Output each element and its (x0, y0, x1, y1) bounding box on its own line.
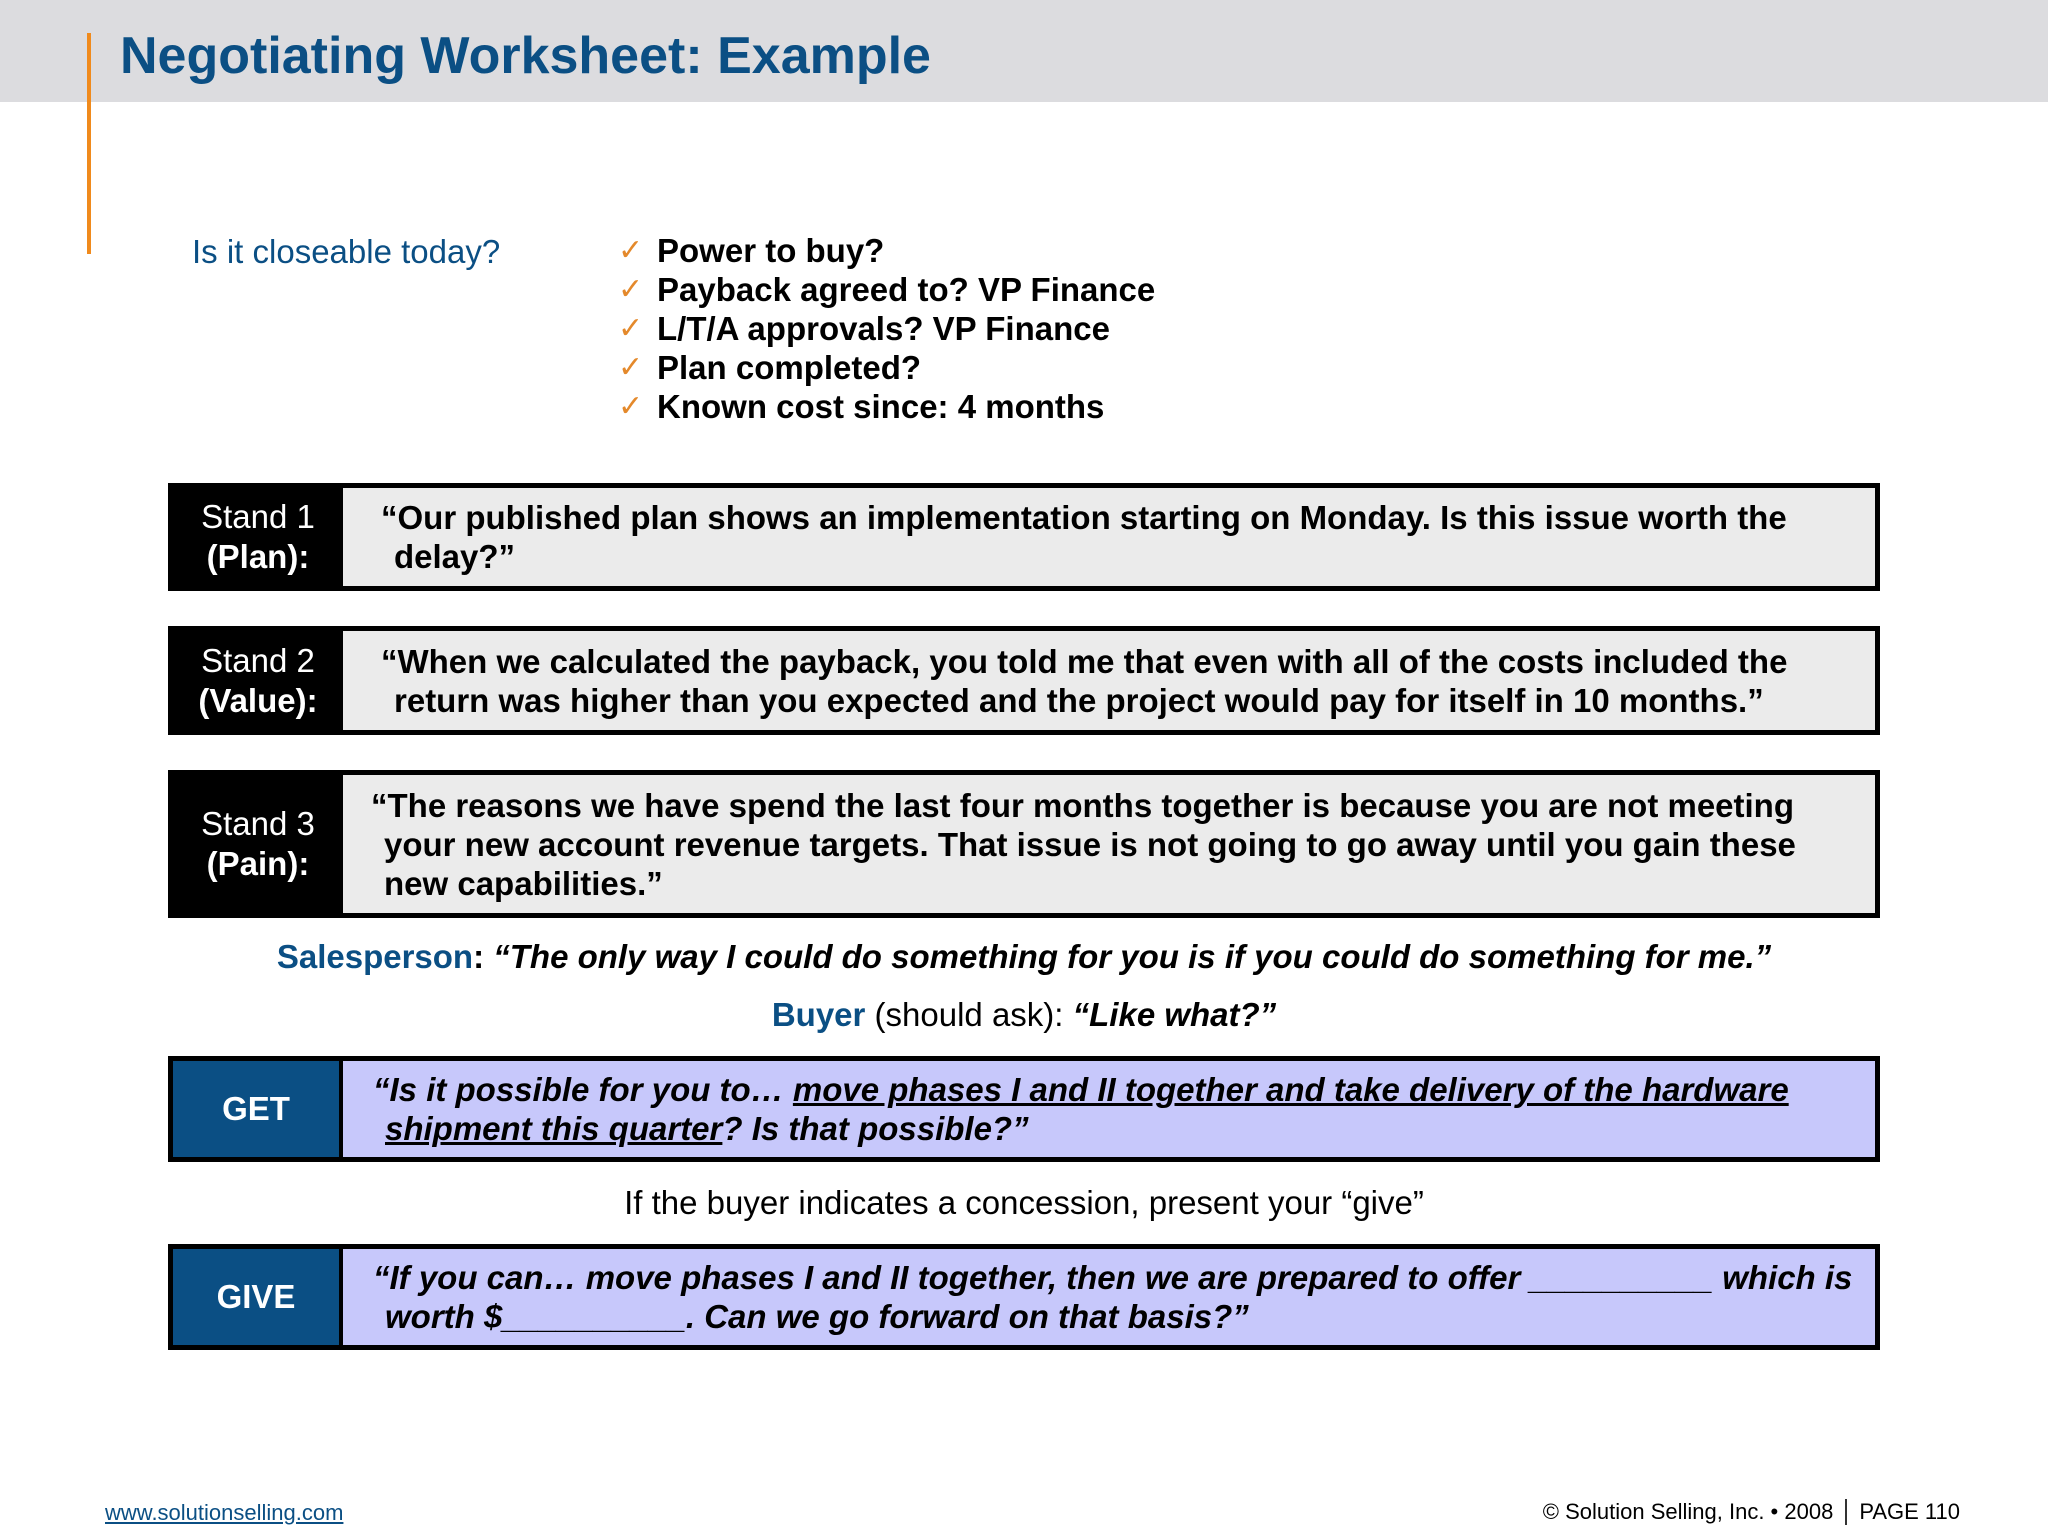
stand-3-label-line2: (Pain): (206, 845, 310, 882)
closeable-checklist (618, 231, 1155, 426)
stand-1-label (173, 488, 343, 586)
get-quote-prefix: “Is it possible for you to… (373, 1071, 793, 1108)
concession-note: If the buyer indicates a concession, present your “give” (624, 1184, 1424, 1221)
stand-2-box (168, 626, 1880, 735)
page-title: Negotiating Worksheet: Example (120, 27, 931, 85)
salesperson-quote: “The only way I could do something for you is if you could do something for me.” (493, 938, 1772, 975)
give-text-area (343, 1249, 1875, 1345)
stand-2-label (173, 631, 343, 730)
stand-2-text-area (343, 631, 1875, 730)
checklist-item (618, 231, 1155, 270)
checkmark-icon: ✓ (618, 389, 644, 424)
page-number: PAGE 110 (1859, 1499, 1960, 1524)
checklist-item (618, 348, 1155, 387)
get-box (168, 1056, 1880, 1162)
copyright-text: © Solution Selling, Inc. • 2008 (1542, 1499, 1834, 1524)
footer-divider (1845, 1499, 1847, 1525)
checklist-item (618, 387, 1155, 426)
get-quote (373, 1070, 1857, 1148)
get-text-area (343, 1061, 1875, 1157)
salesperson-line (0, 938, 2048, 976)
stand-1-box (168, 483, 1880, 591)
checkmark-icon: ✓ (618, 350, 644, 385)
get-quote-suffix: ? Is that possible?” (722, 1110, 1029, 1147)
buyer-line (0, 996, 2048, 1034)
stand-3-box (168, 770, 1880, 918)
footer-copyright-area (1543, 1499, 1960, 1525)
stand-3-text-area (343, 775, 1875, 913)
stand-1-quote: “Our published plan shows an implementation starting on Monday. Is this issue worth the delay?” (381, 499, 1787, 575)
stand-2-quote: “When we calculated the payback, you told me that even with all of the costs included the return was higher than you expected and the project would pay for itself in 10 months.” (381, 642, 1788, 719)
stand-3-label (173, 775, 343, 913)
buyer-role: Buyer (771, 996, 866, 1033)
buyer-quote: “Like what?” (1072, 996, 1277, 1033)
checkmark-icon: ✓ (618, 233, 644, 268)
checkmark-icon: ✓ (618, 272, 644, 307)
website-link[interactable]: www.solutionselling.com (105, 1500, 344, 1525)
stand-2-label-line2: (Value): (198, 681, 318, 719)
checklist-item-text: Payback agreed to? VP Finance (657, 271, 1156, 308)
accent-bar (87, 33, 91, 254)
stand-1-text-area (343, 488, 1875, 586)
get-label: GET (173, 1061, 343, 1157)
stand-3-quote: “The reasons we have spend the last four months together is because you are not meeting your new account revenue targets. That issue is not going to go away until you gain these new capabilities.” (371, 786, 1796, 902)
checklist-item-text: Power to buy? (657, 232, 885, 269)
salesperson-role: Salesperson (276, 938, 474, 975)
give-quote: “If you can… move phases I and II together, then we are prepared to offer __________ which is worth $__________. Can we go forward on that basis?” (373, 1259, 1853, 1335)
checklist-item-text: Plan completed? (657, 349, 922, 386)
stand-3-label-line1: Stand 3 (201, 805, 315, 842)
checklist-item (618, 270, 1155, 309)
stand-2-label-line1: Stand 2 (201, 641, 315, 679)
checklist-item-text: Known cost since: 4 months (657, 388, 1105, 425)
checklist-item (618, 309, 1155, 348)
buyer-note: (should ask): (874, 996, 1064, 1033)
salesperson-colon: : (473, 938, 485, 975)
checkmark-icon: ✓ (618, 311, 644, 346)
get-quote-underlined: move phases I and II together and take delivery of the hardware shipment this quarter (385, 1071, 1789, 1147)
give-label: GIVE (173, 1249, 343, 1345)
checklist-item-text: L/T/A approvals? VP Finance (657, 310, 1110, 347)
stand-1-label-line1: Stand 1 (201, 498, 315, 535)
closeable-question: Is it closeable today? (192, 233, 501, 270)
give-box (168, 1244, 1880, 1350)
stand-1-label-line2: (Plan): (206, 538, 310, 575)
